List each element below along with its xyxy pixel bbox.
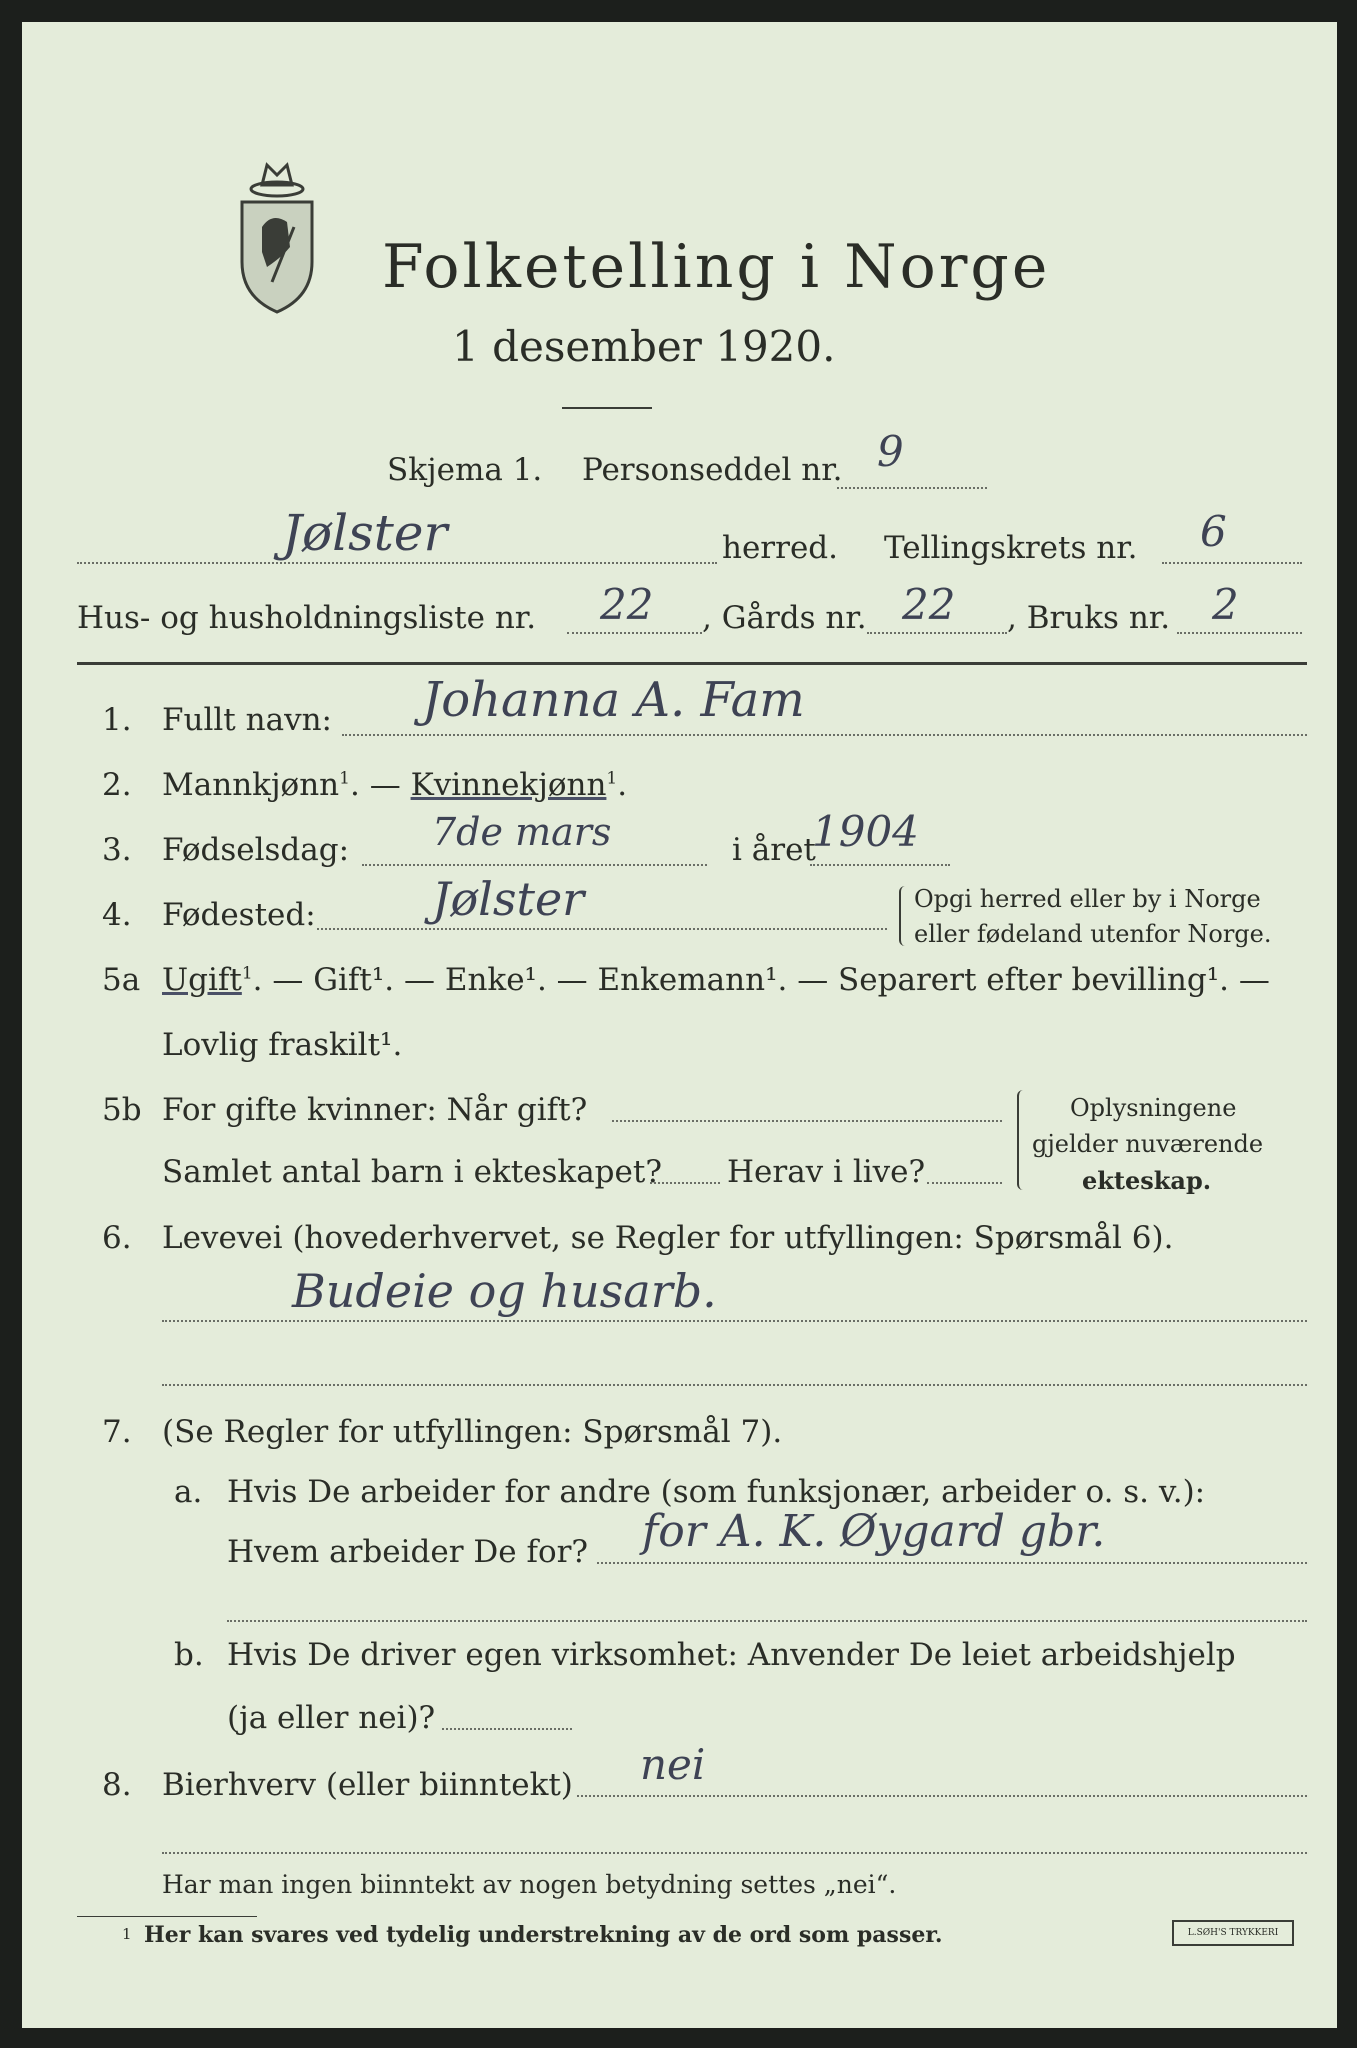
footer-note: Har man ingen biinntekt av nogen betydning settes „nei“. xyxy=(162,1870,897,1899)
printer-stamp: L.SØH'S TRYKKERI xyxy=(1172,1920,1294,1946)
q7a-field2[interactable] xyxy=(227,1620,1307,1622)
q5a-ugift[interactable]: Ugift xyxy=(162,962,242,998)
q2-options: Mannkjønn$^1$. — Kvinnekjønn$^1$. xyxy=(162,767,628,803)
q5b-field[interactable] xyxy=(612,1120,1002,1122)
tellingskrets-value: 6 xyxy=(1200,507,1227,556)
q5a-options: Ugift$^1$. — Gift¹. — Enke¹. — Enkemann¹. — Separert efter bevilling¹. — xyxy=(162,962,1270,998)
q6-label: Levevei (hovederhvervet, se Regler for utfyllingen: Spørsmål 6). xyxy=(162,1220,1174,1256)
q3-year-field[interactable] xyxy=(810,864,950,866)
q3-label: Fødselsdag: xyxy=(162,832,350,868)
q1-field[interactable] xyxy=(342,734,1307,736)
skjema-label: Skjema 1. xyxy=(387,452,543,488)
gards-field[interactable] xyxy=(867,632,1007,634)
q4-brace xyxy=(899,886,909,946)
herred-field[interactable] xyxy=(77,562,717,564)
q5b-field2[interactable] xyxy=(650,1182,720,1184)
gards-label: , Gårds nr. xyxy=(702,600,867,636)
q7a-number: a. xyxy=(174,1474,203,1510)
q4-number: 4. xyxy=(102,897,132,933)
q7a-field[interactable] xyxy=(597,1562,1307,1564)
q6-field[interactable] xyxy=(162,1320,1307,1322)
q8-label: Bierhverv (eller biinntekt) xyxy=(162,1767,573,1803)
q7a-line1: Hvis De arbeider for andre (som funksjonær, arbeider o. s. v.): xyxy=(227,1474,1206,1510)
form-date: 1 desember 1920. xyxy=(452,322,836,371)
q1-label: Fullt navn: xyxy=(162,702,332,738)
q3-number: 3. xyxy=(102,832,132,868)
hus-label: Hus- og husholdningsliste nr. xyxy=(77,600,537,636)
q4-note-2: eller fødeland utenfor Norge. xyxy=(914,920,1272,948)
q4-label: Fødested: xyxy=(162,897,316,933)
q3-year-label: i året xyxy=(732,832,816,868)
q5b-number: 5b xyxy=(102,1092,142,1128)
bruks-field[interactable] xyxy=(1177,632,1302,634)
q6-value: Budeie og husarb. xyxy=(292,1264,717,1318)
q8-number: 8. xyxy=(102,1767,132,1803)
q7b-field[interactable] xyxy=(442,1728,572,1730)
census-form xyxy=(22,22,1337,2028)
herred-value: Jølster xyxy=(282,504,448,562)
coat-of-arms-icon xyxy=(232,157,322,317)
q3-field[interactable] xyxy=(362,864,707,866)
hus-field[interactable] xyxy=(567,632,702,634)
q5b-field3[interactable] xyxy=(927,1182,1002,1184)
q2-female[interactable]: Kvinnekjønn xyxy=(410,767,607,803)
q2-number: 2. xyxy=(102,767,132,803)
q7-label: (Se Regler for utfyllingen: Spørsmål 7). xyxy=(162,1414,783,1450)
q6-number: 6. xyxy=(102,1220,132,1256)
q5b-note-1: Oplysningene xyxy=(1070,1094,1237,1122)
q7a-value: for A. K. Øygard gbr. xyxy=(642,1506,1106,1557)
q7a-line2: Hvem arbeider De for? xyxy=(227,1534,589,1570)
form-title: Folketelling i Norge xyxy=(382,232,1051,302)
personseddel-value: 9 xyxy=(877,427,904,476)
personseddel-field[interactable] xyxy=(837,487,987,489)
q3-year-value: 1904 xyxy=(812,807,919,856)
footnote-number: 1 xyxy=(122,1925,132,1943)
q7b-line2: (ja eller nei)? xyxy=(227,1700,436,1736)
q5b-label3: Herav i live? xyxy=(727,1154,926,1190)
hus-value: 22 xyxy=(600,580,654,629)
header-divider xyxy=(77,662,1307,665)
q4-field[interactable] xyxy=(317,928,887,930)
q5a-line2[interactable]: Lovlig fraskilt¹. xyxy=(162,1027,403,1063)
q4-note-1: Opgi herred eller by i Norge xyxy=(914,885,1261,913)
bruks-value: 2 xyxy=(1212,580,1239,629)
footnote-rule xyxy=(77,1916,257,1917)
q6-field2[interactable] xyxy=(162,1384,1307,1386)
q7b-number: b. xyxy=(174,1637,204,1673)
q8-field[interactable] xyxy=(577,1795,1307,1797)
q5b-note-3: ekteskap. xyxy=(1082,1166,1212,1195)
q5b-note-2: gjelder nuværende xyxy=(1032,1130,1264,1158)
q5b-brace xyxy=(1017,1090,1027,1190)
tellingskrets-field[interactable] xyxy=(1162,562,1302,564)
q2-male[interactable]: Mannkjønn xyxy=(162,767,340,803)
tellingskrets-label: Tellingskrets nr. xyxy=(884,530,1138,566)
title-divider xyxy=(562,407,652,409)
q5b-label2: Samlet antal barn i ekteskapet? xyxy=(162,1154,662,1190)
personseddel-label: Personseddel nr. xyxy=(582,452,843,488)
gards-value: 22 xyxy=(902,580,956,629)
herred-label: herred. xyxy=(722,530,838,566)
q5a-number: 5a xyxy=(102,962,141,998)
q8-field2[interactable] xyxy=(162,1852,1307,1854)
bruks-label: , Bruks nr. xyxy=(1007,600,1171,636)
q7b-line1: Hvis De driver egen virksomhet: Anvender De leiet arbeidshjelp xyxy=(227,1637,1236,1673)
q8-value: nei xyxy=(640,1740,706,1789)
q7-number: 7. xyxy=(102,1414,132,1450)
q5b-label: For gifte kvinner: Når gift? xyxy=(162,1092,588,1128)
q1-value: Johanna A. Fam xyxy=(422,672,805,728)
footnote-text: Her kan svares ved tydelig understrekning av de ord som passer. xyxy=(144,1922,943,1948)
q4-value: Jølster xyxy=(432,872,585,926)
q3-value: 7de mars xyxy=(432,810,612,854)
q1-number: 1. xyxy=(102,702,132,738)
